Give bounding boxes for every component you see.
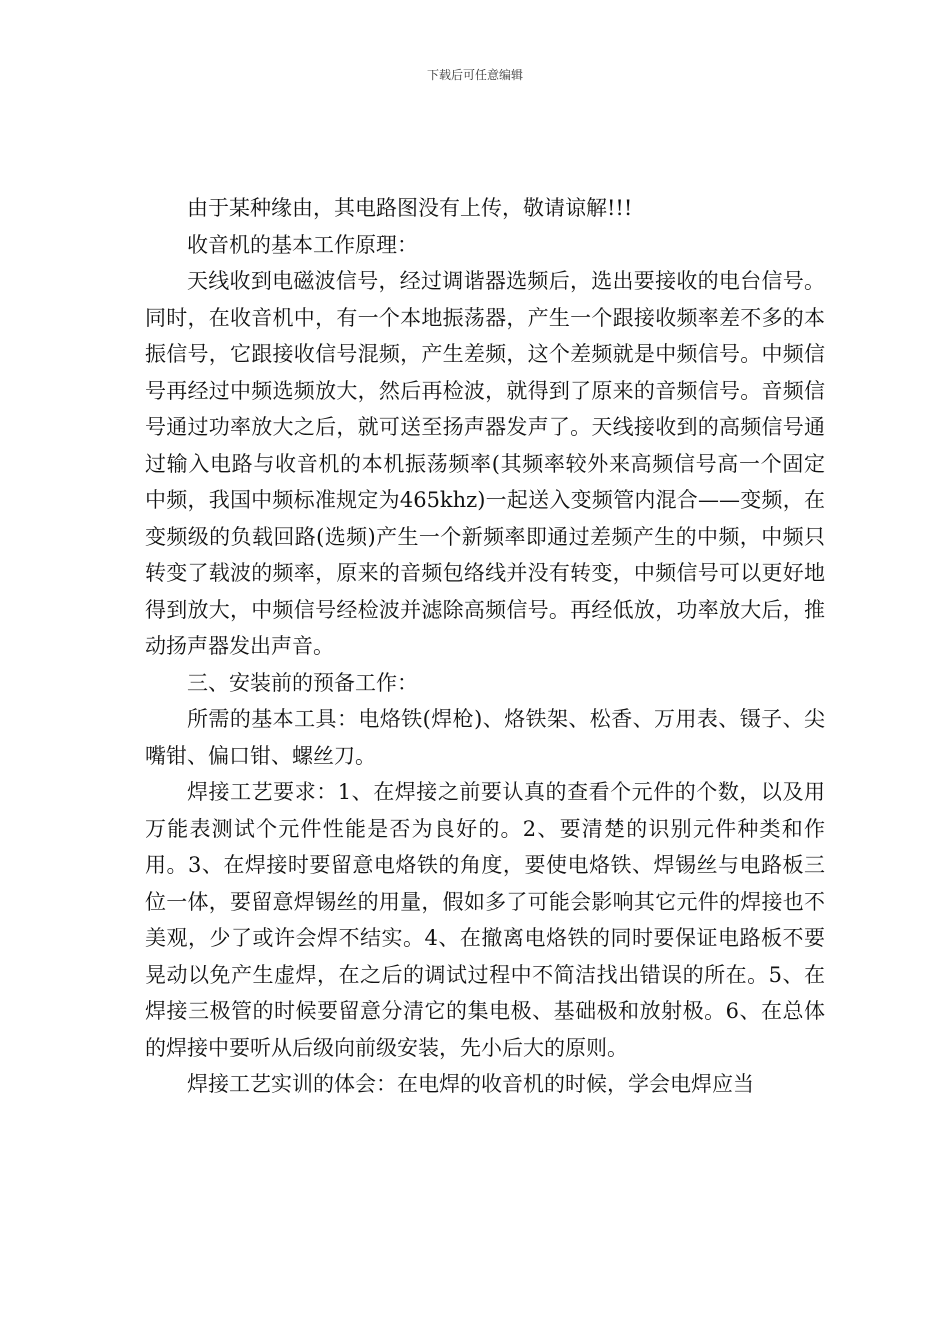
paragraph-tools: 所需的基本工具：电烙铁(焊枪)、烙铁架、松香、万用表、镊子、尖嘴钳、偏口钳、螺丝刀。 xyxy=(145,707,825,768)
paragraph-principle-body: 天线收到电磁波信号，经过调谐器选频后，选出要接收的电台信号。同时，在收音机中，有一个本地振荡器，产生一个跟接收频率差不多的本振信号，它跟接收信号混频，产生差频，这个差频就是中频信号。中频信号再经过中频选频放大，然后再检波，就得到了原来的音频信号。音频信号通过功率放大之后，就可送至扬声器发声了。天线接收到的高频信号通过输入电路与收音机的本机振荡频率(其频率较外来高频信号高一个固定中频，我国中频标准规定为465khz)一起送入变频管内混合——变频，在变频级的负载回路(选频)产生一个新频率即通过差频产生的中频，中频只转变了载波的频率，原来的音频包络线并没有转变，中频信号可以更好地得到放大，中频信号经检波并滤除高频信号。再经低放，功率放大后，推动扬声器发出声音。 xyxy=(145,269,825,658)
paragraph-section-three-heading: 三、安装前的预备工作： xyxy=(187,670,418,695)
paragraph-principle-heading: 收音机的基本工作原理： xyxy=(187,232,418,257)
document-body xyxy=(145,190,825,1103)
paragraph-notice: 由于某种缘由，其电路图没有上传，敬请谅解!!! xyxy=(187,196,633,220)
page-header: 下载后可任意编辑 xyxy=(426,68,523,82)
paragraph-soldering-requirements: 焊接工艺要求：1、在焊接之前要认真的查看个元件的个数，以及用万能表测试个元件性能是否为良好的。2、要清楚的识别元件种类和作用。3、在焊接时要留意电烙铁的角度，要使电烙铁、焊锡丝与电路板三位一体，要留意焊锡丝的用量，假如多了可能会影响其它元件的焊接也不美观，少了或许会焊不结实。4、在撤离电烙铁的同时要保证电路板不要晃动以免产生虚焊，在之后的调试过程中不简洁找出错误的所在。5、在焊接三极管的时候要留意分清它的集电极、基础极和放射极。6、在总体的焊接中要听从后级向前级安装，先小后大的原则。 xyxy=(145,780,825,1060)
paragraph-soldering-experience: 焊接工艺实训的体会：在电焊的收音机的时候，学会电焊应当 xyxy=(187,1072,754,1096)
